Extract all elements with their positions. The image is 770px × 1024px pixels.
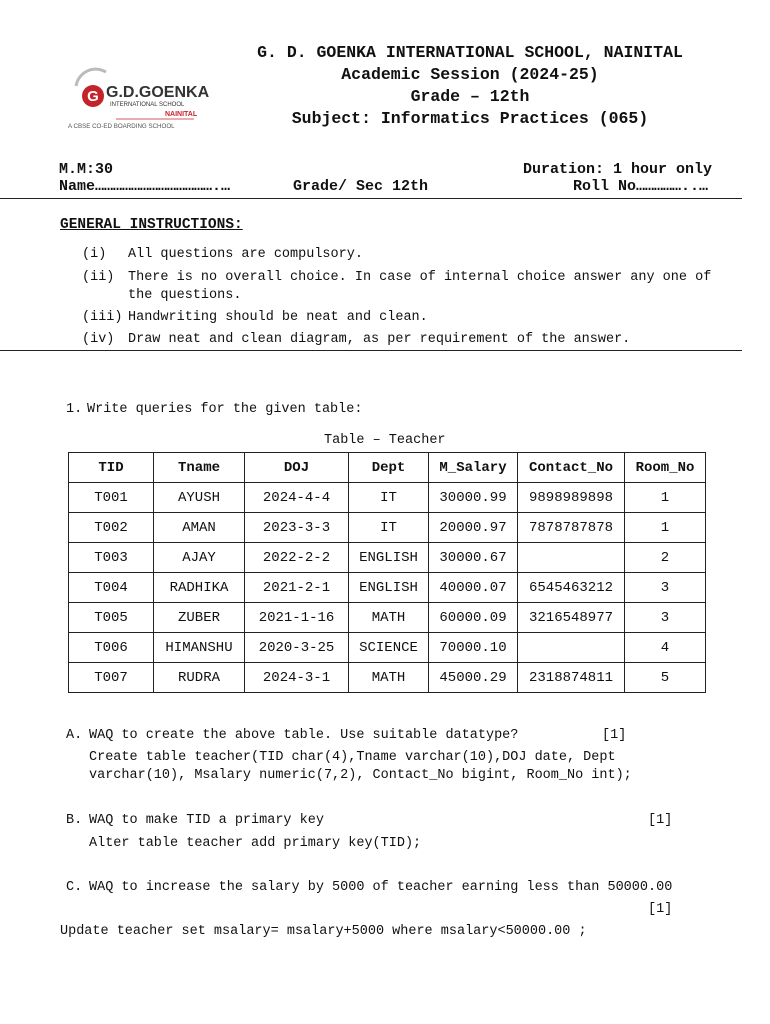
table-cell: 2023-3-3 (245, 513, 349, 543)
table-cell: 9898989898 (518, 483, 625, 513)
table-cell: 3 (625, 573, 706, 603)
table-cell: MATH (349, 663, 429, 693)
table-cell: 7878787878 (518, 513, 625, 543)
svg-text:G: G (87, 88, 99, 105)
table-cell: 20000.97 (429, 513, 518, 543)
table-cell: 2024-3-1 (245, 663, 349, 693)
question-number: 1. (66, 402, 83, 417)
table-cell: ENGLISH (349, 543, 429, 573)
table-cell: AYUSH (154, 483, 245, 513)
instruction-number: (iv) (82, 332, 115, 347)
part-b-answer: Alter table teacher add primary key(TID); (89, 836, 422, 851)
table-cell: RADHIKA (154, 573, 245, 603)
table-cell: RUDRA (154, 663, 245, 693)
column-header: Dept (349, 453, 429, 483)
table-cell: MATH (349, 603, 429, 633)
table-cell: 2318874811 (518, 663, 625, 693)
table-cell: IT (349, 483, 429, 513)
part-a-answer-line-2: varchar(10), Msalary numeric(7,2), Contact_No bigint, Room_No int); (89, 768, 632, 783)
table-cell: 6545463212 (518, 573, 625, 603)
table-header-row (69, 453, 706, 483)
table-row (69, 513, 706, 543)
table-cell: 3 (625, 603, 706, 633)
table-cell: 1 (625, 513, 706, 543)
instructions-title: GENERAL INSTRUCTIONS: (60, 217, 243, 233)
table-cell: 2021-2-1 (245, 573, 349, 603)
grade-section: Grade/ Sec 12th (293, 178, 429, 195)
table-row (69, 663, 706, 693)
divider-bottom (0, 350, 742, 351)
table-cell (518, 543, 625, 573)
max-marks: M.M:30 (59, 161, 114, 178)
table-cell: ZUBER (154, 603, 245, 633)
divider-top (0, 198, 742, 199)
table-cell: 70000.10 (429, 633, 518, 663)
instruction-item (82, 331, 732, 349)
column-header: M_Salary (429, 453, 518, 483)
table-cell: 30000.67 (429, 543, 518, 573)
instruction-item (82, 309, 732, 327)
table-cell: 5 (625, 663, 706, 693)
part-c-answer: Update teacher set msalary= msalary+5000 where msalary<50000.00 ; (60, 924, 587, 939)
table-cell: 4 (625, 633, 706, 663)
table-cell: IT (349, 513, 429, 543)
table-cell: 60000.09 (429, 603, 518, 633)
grade-heading: Grade – 12th (410, 87, 530, 106)
academic-session: Academic Session (2024-25) (341, 65, 599, 84)
table-cell: 45000.29 (429, 663, 518, 693)
table-cell: 3216548977 (518, 603, 625, 633)
table-cell: 40000.07 (429, 573, 518, 603)
logo-tagline: A CBSE CO-ED BOARDING SCHOOL (68, 123, 175, 130)
table-cell: T002 (69, 513, 154, 543)
part-b-marks: [1] (648, 813, 673, 828)
instruction-text: Handwriting should be neat and clean. (128, 310, 428, 325)
table-caption: Table – Teacher (324, 433, 446, 448)
table-cell: 2 (625, 543, 706, 573)
part-a-label: A. (66, 728, 83, 743)
table-cell: 2024-4-4 (245, 483, 349, 513)
part-c-question: WAQ to increase the salary by 5000 of teacher earning less than 50000.00 (89, 880, 673, 895)
teacher-table (68, 452, 706, 693)
part-a-question: WAQ to create the above table. Use suitable datatype? (89, 728, 519, 743)
name-field: Name………………………………….… (59, 178, 231, 195)
logo-brand: G.D.GOENKA (106, 84, 210, 101)
table-cell: T004 (69, 573, 154, 603)
part-c-marks: [1] (648, 902, 673, 917)
table-cell: SCIENCE (349, 633, 429, 663)
table-cell: T007 (69, 663, 154, 693)
table-row (69, 603, 706, 633)
column-header: Tname (154, 453, 245, 483)
duration: Duration: 1 hour only (523, 161, 713, 178)
part-c-label: C. (66, 880, 83, 895)
column-header: DOJ (245, 453, 349, 483)
part-b-question: WAQ to make TID a primary key (89, 813, 324, 828)
table-cell: T001 (69, 483, 154, 513)
table-cell: 1 (625, 483, 706, 513)
table-cell: AJAY (154, 543, 245, 573)
instruction-item (82, 246, 732, 264)
table-row (69, 483, 706, 513)
instruction-text: All questions are compulsory. (128, 247, 363, 262)
instruction-text: Draw neat and clean diagram, as per requirement of the answer. (128, 332, 631, 347)
table-cell: ENGLISH (349, 573, 429, 603)
table-row (69, 633, 706, 663)
part-b-label: B. (66, 813, 83, 828)
subject-heading: Subject: Informatics Practices (065) (291, 109, 649, 128)
column-header: Room_No (625, 453, 706, 483)
table-cell: 2020-3-25 (245, 633, 349, 663)
logo-place: NAINITAL (165, 111, 198, 118)
table-cell: T003 (69, 543, 154, 573)
table-cell: AMAN (154, 513, 245, 543)
table-cell: HIMANSHU (154, 633, 245, 663)
instruction-number: (ii) (82, 270, 115, 285)
instruction-text: There is no overall choice. In case of internal choice answer any one of the questions. (128, 270, 712, 303)
part-a-answer-line-1: Create table teacher(TID char(4),Tname varchar(10),DOJ date, Dept (89, 750, 616, 765)
table-cell: 2022-2-2 (245, 543, 349, 573)
table-cell: T005 (69, 603, 154, 633)
table-row (69, 573, 706, 603)
logo-sub: INTERNATIONAL SCHOOL (110, 102, 185, 108)
column-header: Contact_No (518, 453, 625, 483)
column-header: TID (69, 453, 154, 483)
table-cell: T006 (69, 633, 154, 663)
part-a-marks: [1] (602, 728, 627, 743)
roll-number-field: Roll No……………..… (573, 178, 709, 195)
table-cell: 2021-1-16 (245, 603, 349, 633)
question-text: Write queries for the given table: (87, 402, 363, 417)
table-cell (518, 633, 625, 663)
table-cell: 30000.99 (429, 483, 518, 513)
instruction-number: (i) (82, 247, 107, 262)
instruction-number: (iii) (82, 310, 123, 325)
table-row (69, 543, 706, 573)
instruction-item (82, 269, 732, 305)
school-name: G. D. GOENKA INTERNATIONAL SCHOOL, NAINITAL (257, 43, 683, 62)
